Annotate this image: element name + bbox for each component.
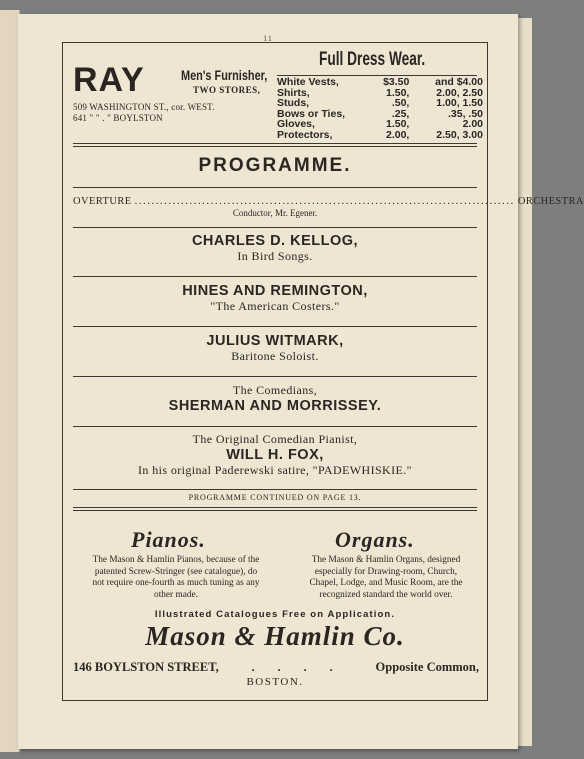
act-witmark <box>63 333 487 364</box>
programme-title: PROGRAMME. <box>198 155 352 176</box>
price-list <box>277 77 483 141</box>
left-page-edge <box>0 10 20 752</box>
act-name: SHERMAN AND MORRISSEY. <box>168 398 382 414</box>
street-row <box>73 660 479 675</box>
act-name: JULIUS WITMARK, <box>206 333 344 349</box>
two-stores-label: TWO STORES, <box>193 85 261 95</box>
price-value-alt: 2.50, 3.00 <box>436 128 483 141</box>
act-description: In his original Paderewski satire, "PADEWHISKIE." <box>138 463 412 477</box>
street-address: 146 BOYLSTON STREET, <box>73 660 219 674</box>
leader-dots: .......................................................................................... <box>134 196 515 207</box>
divider <box>73 187 477 188</box>
divider <box>73 426 477 427</box>
price-value-alt: 2.00, 2.50 <box>436 86 483 99</box>
organs-description: The Mason & Hamlin Organs, designed especially for Drawing-room, Church, Chapel, Lodge, and Music Room, are the recognized standard the world over. <box>309 555 463 600</box>
header-divider <box>73 143 477 147</box>
divider <box>73 489 477 490</box>
overture-label: OVERTURE <box>73 196 132 207</box>
full-dress-title: Full Dress Wear. <box>319 49 426 70</box>
act-name: CHARLES D. KELLOG, <box>191 233 359 249</box>
organs-heading: Organs. <box>335 527 415 552</box>
orchestra-label: ORCHESTRA <box>517 196 584 207</box>
price-value: .25, <box>391 107 410 120</box>
store-address-1: 509 WASHINGTON ST., cor. WEST. <box>73 102 215 112</box>
catalogues-offer: Illustrated Catalogues Free on Application. <box>154 609 396 620</box>
ray-brand: RAY <box>73 61 145 99</box>
act-description: "The American Costers." <box>210 299 340 313</box>
mason-hamlin-logo: Mason & Hamlin Co. <box>145 621 405 651</box>
divider <box>73 276 477 277</box>
price-value: 1.50, <box>385 86 410 99</box>
act-name: WILL H. FOX, <box>226 447 324 463</box>
city-name: BOSTON. <box>246 676 304 688</box>
act-kellog <box>63 233 487 264</box>
leader-dots: . . . . <box>251 660 343 674</box>
price-list-rule <box>277 75 477 76</box>
price-item: Bows or Ties, <box>277 107 346 120</box>
price-value: .50, <box>391 97 410 110</box>
act-description: Baritone Soloist. <box>231 349 319 363</box>
price-item: Shirts, <box>277 86 310 99</box>
price-row <box>277 77 483 88</box>
divider <box>73 326 477 327</box>
price-value: 1.50, <box>385 118 410 131</box>
price-item: Protectors, <box>277 128 333 141</box>
program-frame <box>62 42 584 701</box>
price-item: Studs, <box>277 97 310 110</box>
ad-divider <box>73 507 477 511</box>
pianos-heading: Pianos. <box>131 527 206 552</box>
opposite-common: Opposite Common, <box>375 660 479 674</box>
divider <box>73 227 477 228</box>
price-value-alt: 1.00, 1.50 <box>436 97 483 110</box>
page-edge <box>516 18 532 746</box>
price-value: $3.50 <box>383 76 410 88</box>
act-hines-remington <box>63 283 487 314</box>
price-value-alt: and $4.00 <box>435 76 483 88</box>
conductor-line: Conductor, Mr. Egener. <box>232 208 318 218</box>
price-item: White Vests, <box>277 76 339 88</box>
price-value-alt: 2.00 <box>462 118 483 131</box>
price-item: Gloves, <box>277 118 315 131</box>
overture-row <box>73 196 584 207</box>
act-name: HINES AND REMINGTON, <box>182 283 368 299</box>
act-will-fox <box>63 432 487 478</box>
act-intro: The Original Comedian Pianist, <box>192 432 358 446</box>
mens-furnisher-tagline: Men's Furnisher, <box>181 67 268 83</box>
act-sherman-morrissey <box>63 383 487 414</box>
price-row <box>277 130 483 141</box>
pianos-description: The Mason & Hamlin Pianos, because of the patented Screw-Stringer (see catalogue), do not require one-fourth as much tuning as any other made. <box>92 555 260 600</box>
page-number: 11 <box>263 34 273 43</box>
store-address-2: 641 " " . " BOYLSTON <box>73 113 163 123</box>
price-value: 2.00, <box>385 128 410 141</box>
divider <box>73 376 477 377</box>
programme-continued-note: PROGRAMME CONTINUED ON PAGE 13. <box>188 493 362 502</box>
price-value-alt: .35, .50 <box>447 107 483 120</box>
act-description: In Bird Songs. <box>237 249 313 263</box>
act-intro: The Comedians, <box>232 383 318 397</box>
